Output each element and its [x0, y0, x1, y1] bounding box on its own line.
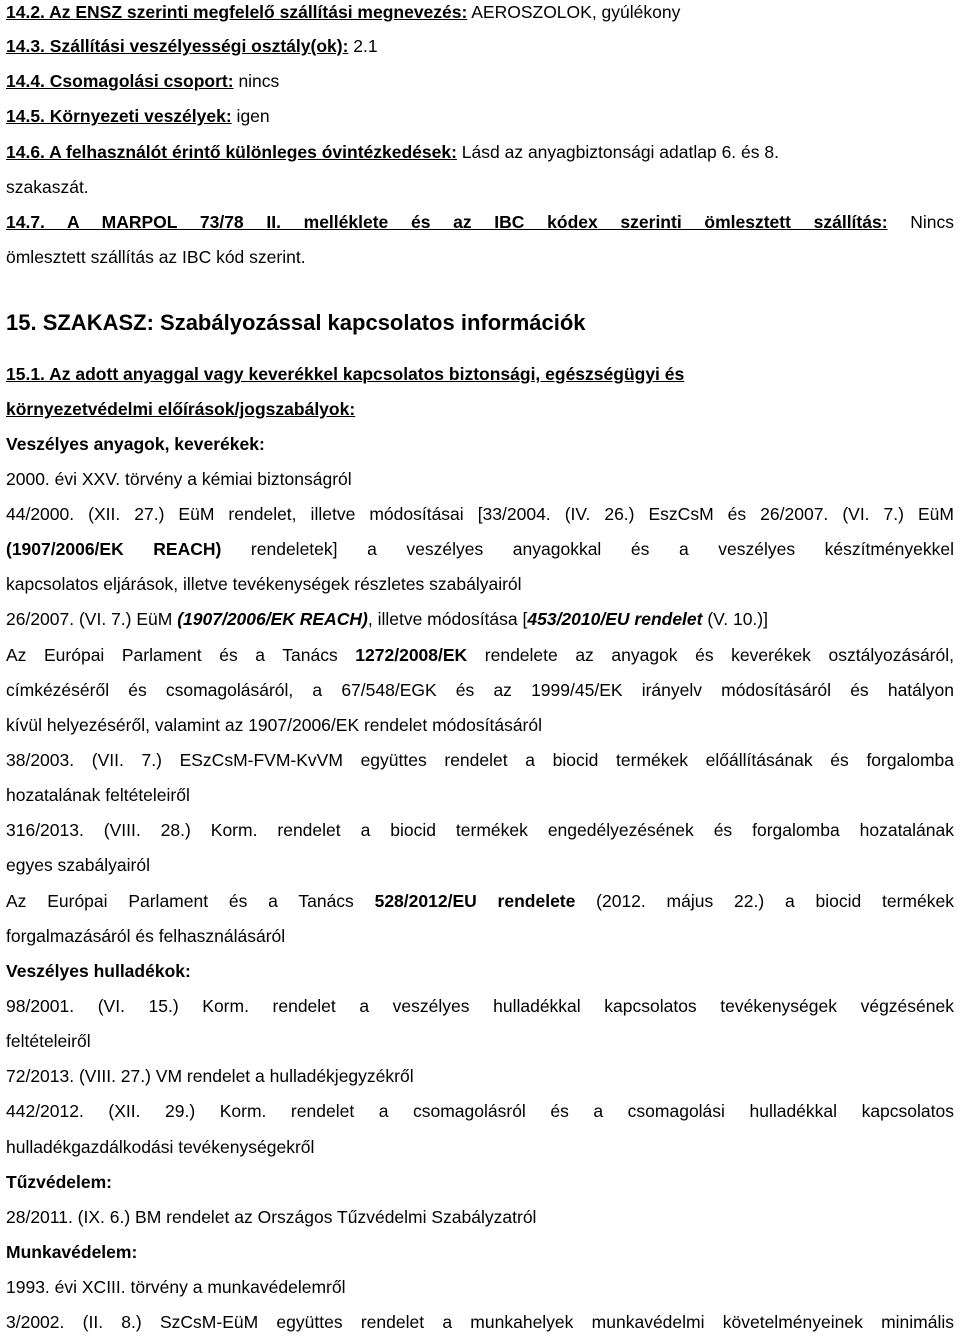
regulation-line: Az Európai Parlament és a Tanács 1272/2008/EK rendelete az anyagok és keverékek osztályozásáról, — [6, 645, 954, 665]
regulation-line: 3/2002. (II. 8.) SzCsM-EüM együttes rendelet a munkahelyek munkavédelmi követelményeinek minimális — [6, 1312, 954, 1332]
regulation-line: 442/2012. (XII. 29.) Korm. rendelet a csomagolásról és a csomagolási hulladékkal kapcsolatos — [6, 1101, 954, 1121]
item-value: Lásd az anyagbiztonsági adatlap 6. és 8. — [456, 142, 779, 162]
subheading-hazardous-waste: Veszélyes hulladékok: — [6, 961, 191, 981]
regulation-line: 316/2013. (VIII. 28.) Korm. rendelet a biocid termékek engedélyezésének és forgalomba hozatalának — [6, 820, 954, 840]
section-14-6-cont: szakaszát. — [6, 177, 89, 197]
section-14-3 — [6, 34, 954, 58]
section-15-1-heading: 15.1. Az adott anyaggal vagy keverékkel kapcsolatos biztonsági, egészségügyi és — [6, 364, 685, 384]
regulation-line: 72/2013. (VIII. 27.) VM rendelet a hulladékjegyzékről — [6, 1066, 414, 1086]
subheading-fire-protection: Tűzvédelem: — [6, 1172, 112, 1192]
regulation-line: feltételeiről — [6, 1031, 91, 1051]
section-14-4 — [6, 69, 954, 93]
section-14-7 — [6, 210, 954, 234]
regulation-line: forgalmazásáról és felhasználásáról — [6, 926, 286, 946]
regulation-line: 38/2003. (VII. 7.) ESzCsM-FVM-KvVM együttes rendelet a biocid termékek előállításának és forgalomba — [6, 750, 954, 770]
item-heading: 14.5. Környezeti veszélyek: — [6, 106, 232, 126]
item-heading: 14.4. Csomagolási csoport: — [6, 71, 234, 91]
regulation-line: 2000. évi XXV. törvény a kémiai biztonságról — [6, 469, 352, 489]
regulation-line: címkézéséről és csomagolásáról, a 67/548/EGK és az 1999/45/EK irányelv módosításáról és hatályon — [6, 680, 954, 700]
subheading-labor-safety: Munkavédelem: — [6, 1242, 138, 1262]
regulation-line: Az Európai Parlament és a Tanács 528/2012/EU rendelete (2012. május 22.) a biocid termékek — [6, 891, 954, 911]
item-heading: 14.7. A MARPOL 73/78 II. melléklete és az IBC kódex szerinti ömlesztett szállítás: — [6, 212, 888, 232]
item-heading: 14.2. Az ENSZ szerinti megfelelő szállítási megnevezés: — [6, 2, 468, 22]
item-value: Nincs — [887, 212, 955, 232]
regulation-line: hulladékgazdálkodási tevékenységekről — [6, 1137, 315, 1157]
section-14-5 — [6, 104, 954, 128]
regulation-line: 1993. évi XCIII. törvény a munkavédelemről — [6, 1277, 346, 1297]
subheading-hazardous-substances: Veszélyes anyagok, keverékek: — [6, 434, 265, 454]
regulation-line: egyes szabályairól — [6, 855, 150, 875]
item-value: nincs — [233, 71, 280, 91]
item-value: igen — [231, 106, 270, 126]
item-value: AEROSZOLOK, gyúlékony — [467, 2, 681, 22]
section-14-2 — [6, 0, 954, 24]
regulation-line: 28/2011. (IX. 6.) BM rendelet az Országos Tűzvédelmi Szabályzatról — [6, 1207, 537, 1227]
section-14-6 — [6, 140, 954, 164]
regulation-line: kívül helyezéséről, valamint az 1907/2006/EK rendelet módosításáról — [6, 715, 542, 735]
section-15-1-heading-cont: környezetvédelmi előírások/jogszabályok: — [6, 399, 356, 419]
regulation-line: 98/2001. (VI. 15.) Korm. rendelet a veszélyes hulladékkal kapcsolatos tevékenységek végzésének — [6, 996, 954, 1016]
section-15-title: 15. SZAKASZ: Szabályozással kapcsolatos információk — [6, 310, 586, 335]
regulation-line: 44/2000. (XII. 27.) EüM rendelet, illetve módosításai [33/2004. (IV. 26.) EszCsM és 26/2007. (VI. 7.) EüM — [6, 504, 954, 524]
section-14-7-cont: ömlesztett szállítás az IBC kód szerint. — [6, 247, 306, 267]
regulation-line: (1907/2006/EK REACH) rendeletek] a veszélyes anyagokkal és a veszélyes készítményekkel — [6, 539, 955, 559]
regulation-line: hozatalának feltételeiről — [6, 785, 190, 805]
item-heading: 14.6. A felhasználót érintő különleges óvintézkedések: — [6, 142, 457, 162]
regulation-line: 26/2007. (VI. 7.) EüM (1907/2006/EK REACH), illetve módosítása [453/2010/EU rendelet (V. 10.)] — [6, 609, 768, 629]
regulation-line: kapcsolatos eljárások, illetve tevékenységek részletes szabályairól — [6, 574, 522, 594]
item-heading: 14.3. Szállítási veszélyességi osztály(ok): — [6, 36, 349, 56]
item-value: 2.1 — [348, 36, 378, 56]
